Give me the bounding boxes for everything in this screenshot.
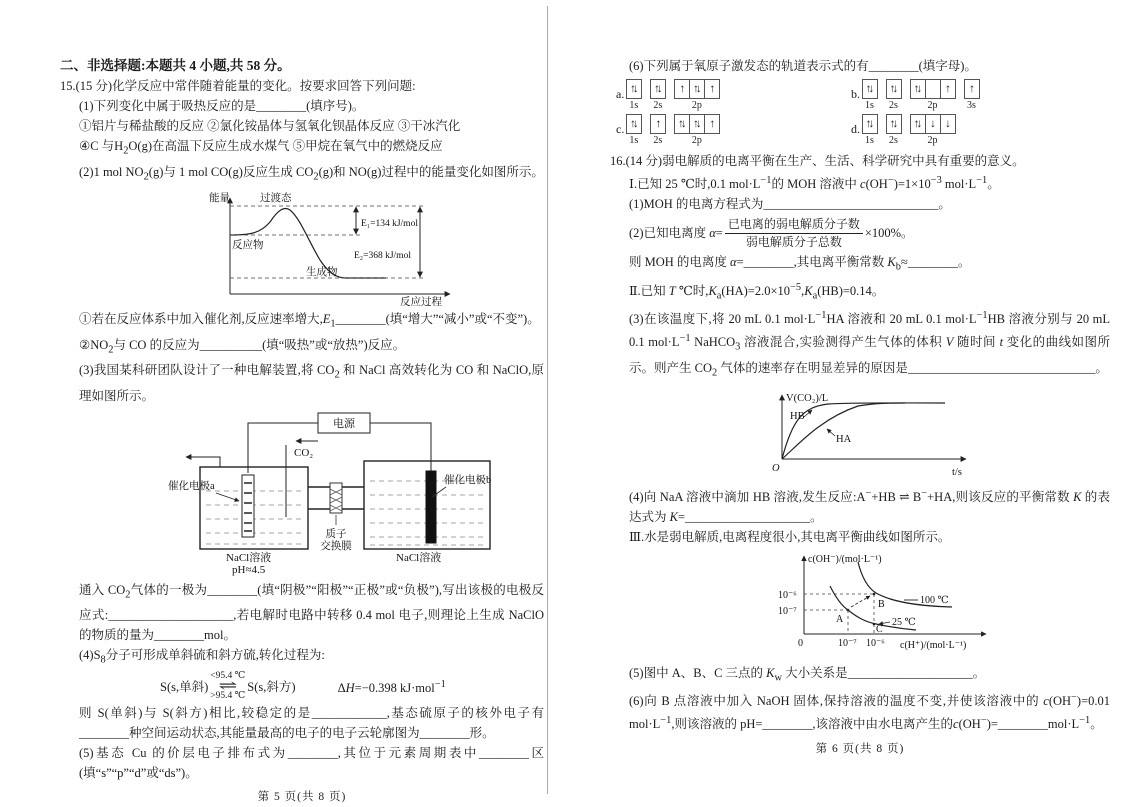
ph-label: pH≈4.5 [232, 563, 266, 576]
point-c-label: C [876, 623, 883, 635]
vt-y-label: V(CO₂)/L [786, 392, 829, 404]
point-a-label: A [836, 613, 844, 625]
energy-reactants-label: 反应物 [232, 240, 264, 251]
energy-y-label: 能量 [209, 193, 230, 204]
orbital-option-c [616, 114, 851, 146]
ionization-degree-suffix: ×100%。 [864, 226, 914, 241]
q15-part1-options-1: ①铝片与稀盐酸的反应 ②氯化铵晶体与氢氧化钡晶体反应 ③干冰汽化 [79, 119, 461, 133]
orbital-group [626, 79, 641, 111]
condition-above: <95.4 ℃ [210, 671, 246, 681]
y-tick-1e-7: 10⁻⁷ [778, 605, 797, 617]
orbital-group [886, 79, 901, 111]
q15-intro: 15.(15 分)化学反应中常伴随着能量的变化。按要求回答下列问题: [60, 79, 416, 93]
q15-part1: (1)下列变化中属于吸热反应的是________(填序号)。 [79, 99, 365, 113]
page-6 [610, 56, 1110, 759]
water-x-label: c(H⁺)/(mol·L⁻¹) [900, 639, 967, 651]
orbital-cell: ↑↓ [862, 114, 878, 134]
water-y-label: c(OH⁻)/(mol·L⁻¹) [808, 553, 882, 565]
equilibrium-arrow-glyph: ⇌ [218, 679, 238, 694]
ionization-degree-prefix: (2)已知电离度 α= [629, 226, 723, 241]
orbital-group [862, 114, 877, 146]
page-number-right: 第 6 页(共 8 页) [815, 742, 905, 755]
orbital-cell: ↑↓ [689, 79, 705, 99]
option-d-label: d. [851, 122, 860, 136]
q16-part2b: 则 MOH 的电离度 α=________,其电离平衡常数 $K_b\approx\_\_\_\_\_\_\_\_$。 [629, 255, 971, 273]
section-header: 二、非选择题:本题共 4 小题,共 58 分。 [60, 58, 291, 73]
electrode-a-label: 催化电极a [168, 480, 215, 492]
curve-100c-label: 100 ℃ [920, 594, 949, 606]
vt-x-label: t/s [952, 466, 962, 478]
q15-part6: (6)下列属于氧原子激发态的轨道表示式的有________(填字母)。 [629, 59, 977, 73]
co2-label: CO₂ [294, 446, 314, 459]
equilibrium-arrow [210, 672, 245, 701]
gas-volume-graph [740, 387, 980, 481]
option-c-label: c. [616, 122, 625, 136]
orbital-group [626, 114, 641, 146]
orbital-option-d [851, 114, 1110, 146]
orbital-cell: ↑ [940, 79, 956, 99]
nacl-right-label: NaCl溶液 [396, 551, 442, 564]
membrane-label-1: 质子 [325, 528, 347, 540]
page-divider [547, 6, 548, 794]
orbital-group-name: 3s [967, 100, 976, 111]
x-tick-1e-6: 10⁻⁶ [866, 637, 885, 649]
orbital-cell: ↑↓ [674, 114, 690, 134]
orbital-option-a [616, 79, 851, 111]
orbital-cell: ↑ [650, 114, 666, 134]
orbital-group-name: 2p [927, 100, 938, 111]
orbital-group [650, 114, 665, 146]
orbital-group-name: 2s [653, 100, 663, 111]
q16-part3: (3)在该温度下,将 20 mL 0.1 $mol\cdot L^{-1}HA$ 溶液和 20 mL 0.1 $mol\cdot L^{-1}HB$ 溶液分别与 20 mL 0.1 $mol\cdot L^{-1}$ NaHCO$_3$ 溶液混合,实验测得产生气体的体积 V 随时间 t 变化的曲线如图所示。则产生 $CO_2$ 气体的速率存在明显差异的原因是______________________________。 [629, 310, 1110, 379]
sulfur-equation [60, 672, 544, 702]
orbital-cell: ↓ [925, 114, 941, 134]
energy-transition-label: 过渡态 [260, 193, 292, 204]
orbital-cell: ↑↓ [626, 79, 642, 99]
option-b-label: b. [851, 87, 860, 101]
orbital-group [674, 114, 719, 146]
point-b-label: B [878, 598, 885, 610]
orbital-option-b [851, 79, 1110, 111]
q16-roman3: Ⅲ.水是弱电解质,电离程度很小,其电离平衡曲线如图所示。 [629, 529, 951, 544]
orbital-cell: ↑ [704, 79, 720, 99]
orbital-group [674, 79, 719, 111]
page-5 [60, 56, 544, 807]
orbital-group [862, 79, 877, 111]
orbital-cell: ↑ [674, 79, 690, 99]
q16-roman2: Ⅱ.已知 T ℃时$,K_a(HA)=2.0\times 10^{-5},K_a(HB)=0.14$。 [629, 281, 885, 302]
q15-part2-sub1: ①若在反应体系中加入催化剂,反应速率增大$,E_1\_\_\_\_\_\_\_\_$(填“增大”“减小”或“不变”)。 [79, 312, 540, 330]
q15-part2: (2)1 mol $NO_2(g)$与 1 mol CO(g)反应生成 $CO_2(g)$和 NO(g)过程中的能量变化如图所示。 [79, 164, 544, 182]
q15-part3: (3)我国某科研团队设计了一种电解装置,将 $CO_2$ 和 NaCl 高效转化为 CO 和 NaClO,原理如图所示。 [79, 363, 544, 403]
orbital-cell: ↓ [940, 114, 956, 134]
q15-part1-options-2: ④C 与$H_2O(g)$在高温下反应生成水煤气 ⑤甲烷在氧气中的燃烧反应 [79, 139, 443, 157]
orbital-group [910, 114, 955, 146]
page-number-left: 第 5 页(共 8 页) [257, 790, 347, 803]
orbital-group-name: 2p [927, 135, 938, 146]
orbital-group-name: 2s [653, 135, 663, 146]
orbital-cell: ↑↓ [910, 79, 926, 99]
q15-part2-sub2: $②NO_2$与 CO 的反应为__________(填“吸热”或“放热”)反应。 [79, 337, 406, 355]
q16-part2 [610, 216, 1110, 250]
orbital-group-name: 1s [629, 135, 639, 146]
q16-part5: (5)图中 A、B、C 三点的 $K_w$ 大小关系是____________________。 [629, 665, 986, 684]
orbital-group-name: 2p [691, 135, 702, 146]
orbital-cell: ↑ [704, 114, 720, 134]
orbital-cell: ↑↓ [886, 79, 902, 99]
electrode-b-label: 催化电极b [444, 474, 492, 486]
energy-diagram [208, 190, 468, 306]
power-supply-label: 电源 [333, 417, 355, 430]
nacl-left-label: NaCl溶液 [226, 551, 272, 564]
vt-ha-label: HA [836, 433, 852, 445]
q16-intro: 16.(14 分)弱电解质的电离平衡在生产、生活、科学研究中具有重要的意义。 [610, 154, 1025, 168]
curve-25c-label: 25 ℃ [892, 616, 916, 628]
q16-part1: (1)MOH 的电离方程式为____________________________。 [629, 197, 951, 212]
x-tick-1e-7: 10⁻⁷ [838, 637, 857, 649]
orbital-cell: ↑↓ [886, 114, 902, 134]
energy-e2-label: E₂=368 kJ/mol [354, 251, 411, 261]
water-ionization-graph [752, 550, 1002, 660]
orbital-group-name: 2s [889, 100, 898, 111]
energy-e1-label: E₁=134 kJ/mol [361, 219, 418, 229]
orbital-group [964, 79, 979, 111]
orbital-group-name: 1s [865, 100, 874, 111]
sulfur-eq-right: S(s,斜方) [247, 679, 296, 694]
q16-part6: (6)向 B 点溶液中加入 NaOH 固体,保持溶液的温度不变,并使该溶液中的 c(OH−)=0.01 $mol\cdot L^{-1}$,则该溶液的 pH=________,该溶液中由水电离产生的$c(OH^-)=\_\_\_\_\_\_\_\_mol\cdot L^{-1}$。 [629, 692, 1110, 732]
sulfur-eq-left: S(s,单斜) [160, 679, 209, 694]
enthalpy-value: ΔH=−0.398 kJ·mol$^{-1}$ [337, 678, 446, 696]
q15-part3-text: 通入 $CO_2$气体的一极为________(填“阴极”“阳极”“正极”或“负极”),写出该极的电极反应式:____________________,若电解时电路中转移 0.4 mol 电子,则理论上生成 NaClO 的物质的量为________mol。 [79, 582, 544, 642]
ionization-degree-fraction [725, 217, 863, 250]
orbital-group [886, 114, 901, 146]
orbital-diagram-table [616, 79, 1110, 146]
condition-below: >95.4 ℃ [210, 691, 246, 701]
option-a-label: a. [616, 87, 625, 101]
orbital-group-name: 2s [889, 135, 898, 146]
orbital-group-name: 1s [629, 100, 639, 111]
y-tick-1e-6: 10⁻⁶ [778, 589, 797, 601]
q16-roman1: Ⅰ.已知 25 ℃时,0.1 $mol\cdot L^{-1}$的 MOH 溶液中 $c(OH^-)=1\times 10^{-3}$ $mol\cdot L^{-1}$。 [629, 175, 1000, 192]
membrane-label-2: 交换膜 [320, 540, 352, 552]
orbital-cell: ↑↓ [650, 79, 666, 99]
orbital-cell: ↑↓ [626, 114, 642, 134]
electrolysis-diagram [168, 409, 520, 577]
orbital-group [910, 79, 955, 111]
orbital-group-name: 2p [691, 100, 702, 111]
orbital-cell: ↑↓ [862, 79, 878, 99]
vt-hb-label: HB [790, 410, 805, 422]
orbital-group-name: 1s [865, 135, 874, 146]
orbital-cell: ↑↓ [689, 114, 705, 134]
energy-products-label: 生成物 [306, 267, 338, 278]
q16-part4: (4)向 NaA 溶液中滴加 HB 溶液,发生反应:A−+HB ⇌ B−+HA,则该反应的平衡常数 K 的表达式为 K=____________________。 [629, 487, 1110, 524]
q15-part5: (5)基态 Cu 的价层电子排布式为________,其位于元素周期表中________区(填“s”“p”“d”或“ds”)。 [79, 745, 544, 780]
orbital-cell [925, 79, 941, 99]
q15-part4-text: 则 S(单斜)与 S(斜方)相比,较稳定的是____________,基态硫原子的核外电子有________种空间运动状态,其能量最高的电子的电子云轮廓图为________形。 [79, 705, 544, 740]
orbital-cell: ↑ [964, 79, 980, 99]
fraction-denominator: 弱电解质分子总数 [745, 234, 842, 249]
orbital-cell: ↑↓ [910, 114, 926, 134]
vt-origin-label: O [772, 462, 780, 474]
energy-x-label: 反应过程 [400, 297, 442, 306]
q15-part4: $(4)S_8$分子可形成单斜硫和斜方硫,转化过程为: [79, 648, 325, 666]
fraction-numerator: 已电离的弱电解质分子数 [725, 217, 863, 234]
x-tick-0: 0 [798, 637, 803, 649]
orbital-group [650, 79, 665, 111]
